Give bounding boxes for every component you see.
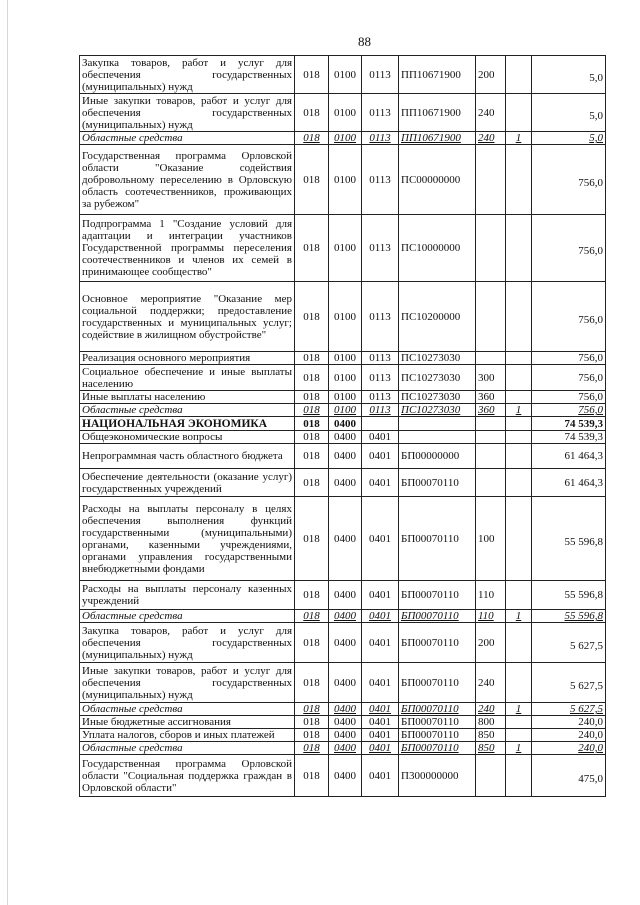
subsection-code: 0401: [362, 742, 399, 755]
ved-code: 018: [295, 132, 329, 145]
ved-code: 018: [295, 716, 329, 729]
row-name: Областные средства: [80, 132, 295, 145]
ved-code: 018: [295, 497, 329, 581]
row-name: Непрограммная часть областного бюджета: [80, 444, 295, 469]
expense-type-code: [476, 215, 506, 282]
expense-type-code: 110: [476, 581, 506, 610]
scan-binding-edge: [7, 0, 8, 905]
amount: 5 627,5: [532, 663, 606, 703]
target-article-code: ПП10671900: [399, 56, 476, 94]
ved-code: 018: [295, 469, 329, 497]
row-name: НАЦИОНАЛЬНАЯ ЭКОНОМИКА: [80, 417, 295, 431]
amount: 5 627,5: [532, 703, 606, 716]
table-row: [80, 94, 606, 132]
expense-type-code: 850: [476, 742, 506, 755]
section-code: 0400: [329, 497, 362, 581]
subsection-code: 0401: [362, 623, 399, 663]
row-name: Иные закупки товаров, работ и услуг для обеспечения государственных (муниципальных) нужд: [80, 94, 295, 132]
ved-code: 018: [295, 729, 329, 742]
expense-type-code: [476, 469, 506, 497]
target-article-code: БП00070110: [399, 581, 476, 610]
row-name: Реализация основного мероприятия: [80, 352, 295, 365]
ved-code: 018: [295, 663, 329, 703]
section-code: 0400: [329, 469, 362, 497]
table-row: [80, 404, 606, 417]
subsection-code: 0401: [362, 663, 399, 703]
amount: 5 627,5: [532, 623, 606, 663]
expense-type-code: [476, 755, 506, 797]
table-row: [80, 215, 606, 282]
table-row: [80, 417, 606, 431]
amount: 756,0: [532, 215, 606, 282]
expense-type-code: 100: [476, 497, 506, 581]
section-code: 0100: [329, 365, 362, 391]
table-row: [80, 623, 606, 663]
table-row: [80, 469, 606, 497]
funding-source-code: [506, 469, 532, 497]
section-code: 0400: [329, 703, 362, 716]
section-code: 0400: [329, 444, 362, 469]
funding-source-code: [506, 365, 532, 391]
expense-type-code: 240: [476, 94, 506, 132]
funding-source-code: [506, 663, 532, 703]
section-code: 0100: [329, 145, 362, 215]
row-name: Областные средства: [80, 703, 295, 716]
amount: 475,0: [532, 755, 606, 797]
amount: 240,0: [532, 742, 606, 755]
row-name: Государственная программа Орловской области "Социальная поддержка граждан в Орловской области": [80, 755, 295, 797]
subsection-code: 0113: [362, 94, 399, 132]
funding-source-code: 1: [506, 404, 532, 417]
table-row: [80, 132, 606, 145]
funding-source-code: [506, 391, 532, 404]
funding-source-code: 1: [506, 703, 532, 716]
ved-code: 018: [295, 417, 329, 431]
expense-type-code: 240: [476, 663, 506, 703]
row-name: Закупка товаров, работ и услуг для обеспечения государственных (муниципальных) нужд: [80, 623, 295, 663]
row-name: Иные закупки товаров, работ и услуг для обеспечения государственных (муниципальных) нужд: [80, 663, 295, 703]
row-name: Областные средства: [80, 404, 295, 417]
target-article-code: ПП10671900: [399, 94, 476, 132]
table-row: [80, 729, 606, 742]
table-row: [80, 352, 606, 365]
table-row: [80, 755, 606, 797]
funding-source-code: [506, 215, 532, 282]
amount: 55 596,8: [532, 497, 606, 581]
target-article-code: ПП10671900: [399, 132, 476, 145]
target-article-code: БП00070110: [399, 623, 476, 663]
ved-code: 018: [295, 352, 329, 365]
subsection-code: 0113: [362, 365, 399, 391]
expense-type-code: 300: [476, 365, 506, 391]
funding-source-code: 1: [506, 610, 532, 623]
funding-source-code: [506, 282, 532, 352]
table-row: [80, 431, 606, 444]
section-code: 0100: [329, 56, 362, 94]
target-article-code: БП00070110: [399, 469, 476, 497]
amount: 5,0: [532, 132, 606, 145]
expense-type-code: 110: [476, 610, 506, 623]
funding-source-code: [506, 581, 532, 610]
section-code: 0400: [329, 623, 362, 663]
ved-code: 018: [295, 365, 329, 391]
table-row: [80, 282, 606, 352]
table-row: [80, 610, 606, 623]
subsection-code: 0401: [362, 755, 399, 797]
expense-type-code: 240: [476, 132, 506, 145]
target-article-code: ПС10273030: [399, 352, 476, 365]
amount: 756,0: [532, 145, 606, 215]
table-row: [80, 391, 606, 404]
section-code: 0400: [329, 716, 362, 729]
budget-table: [79, 55, 606, 797]
expense-type-code: 240: [476, 703, 506, 716]
amount: 61 464,3: [532, 444, 606, 469]
amount: 5,0: [532, 56, 606, 94]
section-code: 0100: [329, 132, 362, 145]
target-article-code: П300000000: [399, 755, 476, 797]
amount: 756,0: [532, 352, 606, 365]
ved-code: 018: [295, 623, 329, 663]
ved-code: 018: [295, 282, 329, 352]
section-code: 0100: [329, 94, 362, 132]
amount: 756,0: [532, 404, 606, 417]
table-row: [80, 663, 606, 703]
expense-type-code: [476, 417, 506, 431]
table-row: [80, 742, 606, 755]
row-name: Социальное обеспечение и иные выплаты населению: [80, 365, 295, 391]
row-name: Расходы на выплаты персоналу казенных учреждений: [80, 581, 295, 610]
ved-code: 018: [295, 581, 329, 610]
ved-code: 018: [295, 391, 329, 404]
target-article-code: БП00070110: [399, 663, 476, 703]
subsection-code: 0113: [362, 391, 399, 404]
target-article-code: ПС10200000: [399, 282, 476, 352]
section-code: 0100: [329, 391, 362, 404]
page-number: 88: [358, 34, 371, 49]
table-row: [80, 581, 606, 610]
section-code: 0400: [329, 417, 362, 431]
target-article-code: ПС10000000: [399, 215, 476, 282]
amount: 756,0: [532, 365, 606, 391]
section-code: 0100: [329, 215, 362, 282]
subsection-code: 0401: [362, 703, 399, 716]
expense-type-code: [476, 282, 506, 352]
row-name: Обеспечение деятельности (оказание услуг) государственных учреждений: [80, 469, 295, 497]
section-code: 0400: [329, 729, 362, 742]
table-row: [80, 145, 606, 215]
expense-type-code: [476, 444, 506, 469]
funding-source-code: 1: [506, 742, 532, 755]
subsection-code: 0113: [362, 56, 399, 94]
table-row: [80, 703, 606, 716]
subsection-code: 0401: [362, 431, 399, 444]
table-row: [80, 56, 606, 94]
funding-source-code: [506, 417, 532, 431]
row-name: Областные средства: [80, 610, 295, 623]
row-name: Иные бюджетные ассигнования: [80, 716, 295, 729]
ved-code: 018: [295, 215, 329, 282]
table-row: [80, 716, 606, 729]
funding-source-code: [506, 145, 532, 215]
amount: 61 464,3: [532, 469, 606, 497]
funding-source-code: [506, 755, 532, 797]
table-row: [80, 365, 606, 391]
expense-type-code: 850: [476, 729, 506, 742]
row-name: Уплата налогов, сборов и иных платежей: [80, 729, 295, 742]
funding-source-code: [506, 497, 532, 581]
amount: 55 596,8: [532, 610, 606, 623]
funding-source-code: [506, 352, 532, 365]
row-name: Подпрограмма 1 "Создание условий для адаптации и интеграции участников Государственной программы переселения соотечественников и членов их семей в принимающее сообщество": [80, 215, 295, 282]
subsection-code: 0113: [362, 145, 399, 215]
row-name: Иные выплаты населению: [80, 391, 295, 404]
ved-code: 018: [295, 444, 329, 469]
funding-source-code: [506, 623, 532, 663]
amount: 240,0: [532, 729, 606, 742]
section-code: 0400: [329, 581, 362, 610]
expense-type-code: 200: [476, 623, 506, 663]
table-row: [80, 497, 606, 581]
target-article-code: ПС10273030: [399, 404, 476, 417]
ved-code: 018: [295, 703, 329, 716]
target-article-code: БП00070110: [399, 497, 476, 581]
row-name: Закупка товаров, работ и услуг для обеспечения государственных (муниципальных) нужд: [80, 56, 295, 94]
funding-source-code: [506, 729, 532, 742]
funding-source-code: [506, 444, 532, 469]
amount: 756,0: [532, 391, 606, 404]
target-article-code: ПС00000000: [399, 145, 476, 215]
section-code: 0400: [329, 431, 362, 444]
section-code: 0400: [329, 663, 362, 703]
target-article-code: БП00070110: [399, 716, 476, 729]
funding-source-code: [506, 716, 532, 729]
section-code: 0400: [329, 610, 362, 623]
row-name: Государственная программа Орловской области "Оказание содействия добровольному переселению в Орловскую область соотечественников, проживающих за рубежом": [80, 145, 295, 215]
target-article-code: [399, 431, 476, 444]
row-name: Расходы на выплаты персоналу в целях обеспечения выполнения функций государственными (муниципальными) органами, казенными учреждениями, органами управления государственными внебюджетными фондами: [80, 497, 295, 581]
subsection-code: 0113: [362, 352, 399, 365]
subsection-code: 0113: [362, 404, 399, 417]
subsection-code: 0113: [362, 132, 399, 145]
expense-type-code: 360: [476, 391, 506, 404]
funding-source-code: [506, 94, 532, 132]
row-name: Общеэкономические вопросы: [80, 431, 295, 444]
funding-source-code: 1: [506, 132, 532, 145]
subsection-code: 0401: [362, 716, 399, 729]
target-article-code: БП00070110: [399, 610, 476, 623]
section-code: 0100: [329, 282, 362, 352]
subsection-code: [362, 417, 399, 431]
subsection-code: 0401: [362, 581, 399, 610]
subsection-code: 0401: [362, 497, 399, 581]
ved-code: 018: [295, 610, 329, 623]
target-article-code: БП00070110: [399, 703, 476, 716]
ved-code: 018: [295, 94, 329, 132]
amount: 74 539,3: [532, 431, 606, 444]
target-article-code: ПС10273030: [399, 391, 476, 404]
target-article-code: БП00000000: [399, 444, 476, 469]
row-name: Основное мероприятие "Оказание мер социальной поддержки; предоставление государственных и муниципальных услуг; содействие в жилищном обустройстве": [80, 282, 295, 352]
section-code: 0100: [329, 352, 362, 365]
amount: 55 596,8: [532, 581, 606, 610]
ved-code: 018: [295, 742, 329, 755]
amount: 756,0: [532, 282, 606, 352]
ved-code: 018: [295, 404, 329, 417]
expense-type-code: 360: [476, 404, 506, 417]
target-article-code: БП00070110: [399, 729, 476, 742]
table-row: [80, 444, 606, 469]
subsection-code: 0113: [362, 282, 399, 352]
expense-type-code: 800: [476, 716, 506, 729]
subsection-code: 0401: [362, 610, 399, 623]
expense-type-code: [476, 352, 506, 365]
target-article-code: [399, 417, 476, 431]
section-code: 0400: [329, 755, 362, 797]
funding-source-code: [506, 56, 532, 94]
row-name: Областные средства: [80, 742, 295, 755]
ved-code: 018: [295, 755, 329, 797]
ved-code: 018: [295, 56, 329, 94]
subsection-code: 0401: [362, 444, 399, 469]
ved-code: 018: [295, 431, 329, 444]
ved-code: 018: [295, 145, 329, 215]
amount: 74 539,3: [532, 417, 606, 431]
target-article-code: БП00070110: [399, 742, 476, 755]
section-code: 0400: [329, 742, 362, 755]
amount: 5,0: [532, 94, 606, 132]
subsection-code: 0113: [362, 215, 399, 282]
subsection-code: 0401: [362, 729, 399, 742]
expense-type-code: [476, 431, 506, 444]
section-code: 0100: [329, 404, 362, 417]
expense-type-code: [476, 145, 506, 215]
amount: 240,0: [532, 716, 606, 729]
funding-source-code: [506, 431, 532, 444]
target-article-code: ПС10273030: [399, 365, 476, 391]
subsection-code: 0401: [362, 469, 399, 497]
expense-type-code: 200: [476, 56, 506, 94]
